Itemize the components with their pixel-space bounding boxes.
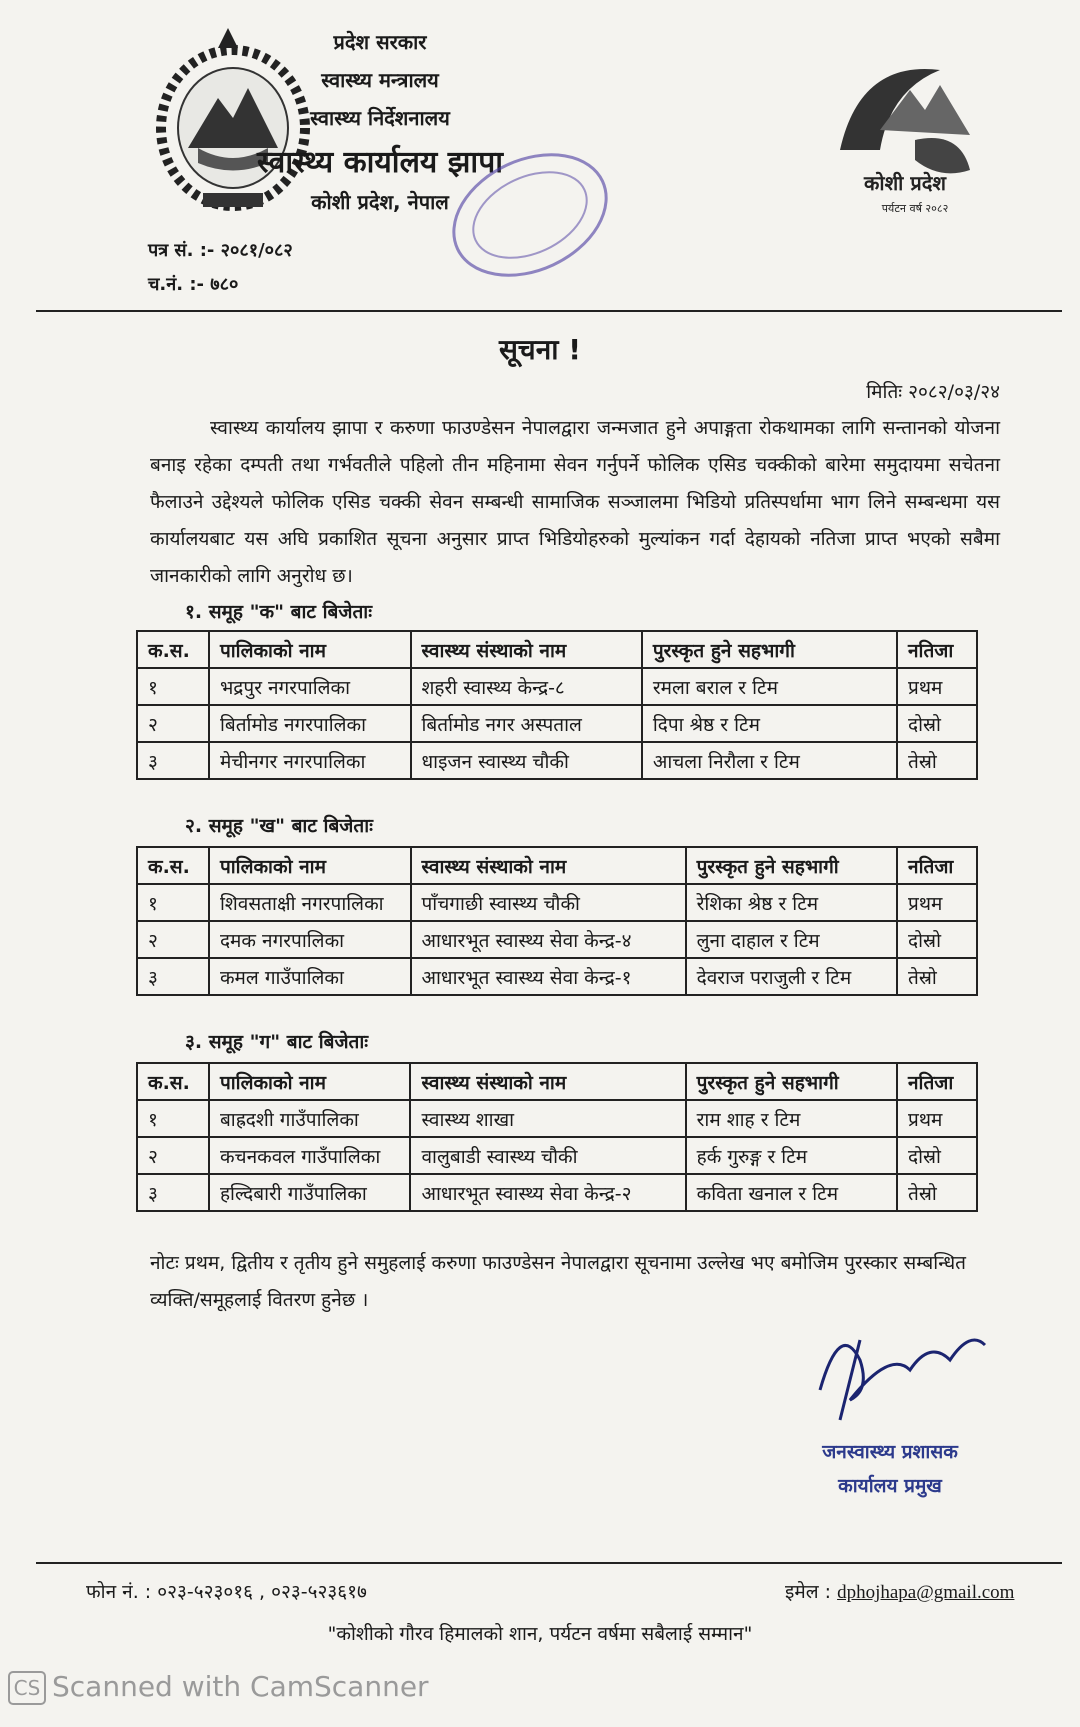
cell-palika: बिर्तामोड नगरपालिका	[209, 705, 411, 742]
group-2-title: २. समूह "ख" बाट बिजेताः	[185, 815, 373, 837]
signatory-title: जनस्वास्थ्य प्रशासक	[822, 1441, 958, 1463]
cell-participant: दिपा श्रेष्ठ र टिम	[642, 705, 897, 742]
header-line-3: स्वास्थ्य निर्देशनालय	[310, 106, 450, 130]
col-palika: पालिकाको नाम	[209, 1063, 411, 1100]
watermark-text: Scanned with CamScanner	[52, 1670, 429, 1703]
dispatch-number: च.नं. :- ७८०	[148, 274, 239, 295]
footer-slogan: "कोशीको गौरव हिमालको शान, पर्यटन वर्षमा सबैलाई सम्मान"	[327, 1623, 753, 1645]
cell-institution: आधारभूत स्वास्थ्य सेवा केन्द्र-१	[411, 958, 686, 995]
cell-result: तेस्रो	[897, 958, 977, 995]
koshi-pradesh-logo-icon	[820, 40, 990, 220]
col-result: नतिजा	[897, 1063, 977, 1100]
cell-result: प्रथम	[897, 1100, 977, 1137]
cell-palika: भद्रपुर नगरपालिका	[209, 668, 411, 705]
cell-palika: दमक नगरपालिका	[209, 921, 411, 958]
cell-institution: धाइजन स्वास्थ्य चौकी	[411, 742, 642, 779]
cell-result: दोस्रो	[897, 705, 977, 742]
header-line-1: प्रदेश सरकार	[333, 30, 427, 54]
col-result: नतिजा	[897, 631, 977, 668]
col-palika: पालिकाको नाम	[209, 847, 411, 884]
camscanner-logo-icon: CS	[8, 1671, 46, 1705]
camscanner-watermark	[8, 1670, 429, 1705]
cell-sn: ३	[137, 1174, 209, 1211]
table-row	[137, 705, 977, 742]
office-stamp-icon	[440, 150, 620, 280]
note-text: नोटः प्रथम, द्वितीय र तृतीय हुने समुहलाई करुणा फाउण्डेसन नेपालद्वारा सूचनामा उल्लेख भए बमोजिम पुरस्कार सम्बन्धित व्यक्ति/समूहलाई वितरण हुनेछ ।	[150, 1252, 966, 1311]
col-sn: क.स.	[137, 847, 209, 884]
col-sn: क.स.	[137, 631, 209, 668]
email-label: इमेल :	[785, 1581, 832, 1603]
table-row	[137, 921, 977, 958]
table-header-row	[137, 631, 977, 668]
col-participant: पुरस्कृत हुने सहभागी	[642, 631, 897, 668]
notice-date: मितिः २०८२/०३/२४	[866, 381, 1000, 403]
col-participant: पुरस्कृत हुने सहभागी	[686, 1063, 897, 1100]
group-1-title: १. समूह "क" बाट बिजेताः	[185, 601, 373, 623]
notice-body-text: स्वास्थ्य कार्यालय झापा र करुणा फाउण्डेसन नेपालद्वारा जन्मजात हुने अपाङ्गता रोकथामका लागि सन्तानको योजना बनाइ रहेका दम्पती तथा गर्भवतीले पहिलो तीन महिनामा सेवन गर्नुपर्ने फोलिक एसिड चक्कीको बारेमा समुदायमा सचेतना फैलाउने उद्देश्यले फोलिक एसिड चक्की सेवन सम्बन्धी सामाजिक सञ्जालमा भिडियो प्रतिस्पर्धामा भाग लिने सम्बन्धमा यस कार्यालयबाट यस अघि प्रकाशित सूचना अनुसार प्राप्त भिडियोहरुको मुल्यांकन गर्दा देहायको नतिजा प्राप्त भएको सबैमा जानकारीको लागि अनुरोध छ।	[150, 417, 1000, 587]
email-link[interactable]: dphojhapa@gmail.com	[837, 1582, 1015, 1603]
col-result: नतिजा	[897, 847, 977, 884]
cell-participant: कविता खनाल र टिम	[686, 1174, 897, 1211]
cell-sn: ३	[137, 742, 209, 779]
cell-institution: पाँचगाछी स्वास्थ्य चौकी	[411, 884, 686, 921]
cell-palika: मेचीनगर नगरपालिका	[209, 742, 411, 779]
cell-sn: २	[137, 921, 209, 958]
cell-participant: रमला बराल र टिम	[642, 668, 897, 705]
cell-result: प्रथम	[897, 668, 977, 705]
col-institution: स्वास्थ्य संस्थाको नाम	[411, 847, 686, 884]
cell-sn: १	[137, 884, 209, 921]
office-address: कोशी प्रदेश, नेपाल	[311, 190, 449, 214]
cell-participant: राम शाह र टिम	[686, 1100, 897, 1137]
cell-participant: आचला निरौला र टिम	[642, 742, 897, 779]
cell-sn: ३	[137, 958, 209, 995]
table-row	[137, 742, 977, 779]
col-palika: पालिकाको नाम	[209, 631, 411, 668]
group-2-table	[136, 846, 978, 996]
footer-email	[785, 1578, 1014, 1604]
group-3-title: ३. समूह "ग" बाट बिजेताः	[185, 1031, 369, 1053]
signatory-position: कार्यालय प्रमुख	[838, 1475, 942, 1497]
cell-palika: कमल गाउँपालिका	[209, 958, 411, 995]
header-line-2: स्वास्थ्य मन्त्रालय	[321, 68, 439, 92]
cell-result: दोस्रो	[897, 1137, 977, 1174]
cell-palika: शिवसताक्षी नगरपालिका	[209, 884, 411, 921]
koshi-logo-text: कोशी प्रदेश	[864, 171, 946, 195]
cell-sn: २	[137, 1137, 209, 1174]
cell-participant: हर्क गुरुङ्ग र टिम	[686, 1137, 897, 1174]
table-row	[137, 668, 977, 705]
cell-institution: शहरी स्वास्थ्य केन्द्र-८	[411, 668, 642, 705]
table-row	[137, 1137, 977, 1174]
table-header-row	[137, 1063, 977, 1100]
cell-institution: आधारभूत स्वास्थ्य सेवा केन्द्र-२	[410, 1174, 685, 1211]
cell-sn: १	[137, 668, 209, 705]
cell-palika: बाह्रदशी गाउँपालिका	[209, 1100, 411, 1137]
footer-divider	[36, 1562, 1062, 1564]
cell-institution: स्वास्थ्य शाखा	[410, 1100, 685, 1137]
notice-title: सूचना !	[498, 333, 582, 366]
cell-result: प्रथम	[897, 884, 977, 921]
signature-icon	[800, 1310, 1000, 1430]
col-institution: स्वास्थ्य संस्थाको नाम	[411, 631, 642, 668]
cell-palika: हल्दिबारी गाउँपालिका	[209, 1174, 411, 1211]
cell-sn: १	[137, 1100, 209, 1137]
cell-participant: लुना दाहाल र टिम	[686, 921, 897, 958]
cell-palika: कचनकवल गाउँपालिका	[209, 1137, 411, 1174]
cell-result: तेस्रो	[897, 742, 977, 779]
cell-institution: वालुबाडी स्वास्थ्य चौकी	[410, 1137, 685, 1174]
koshi-logo-subtext: पर्यटन वर्ष २०८२	[881, 202, 949, 215]
cell-participant: देवराज पराजुली र टिम	[686, 958, 897, 995]
cell-result: दोस्रो	[897, 921, 977, 958]
cell-institution: आधारभूत स्वास्थ्य सेवा केन्द्र-४	[411, 921, 686, 958]
table-row	[137, 884, 977, 921]
table-row	[137, 1100, 977, 1137]
group-3-table	[136, 1062, 978, 1212]
table-header-row	[137, 847, 977, 884]
col-sn: क.स.	[137, 1063, 209, 1100]
office-name: स्वास्थ्य कार्यालय झापा	[256, 145, 504, 180]
group-1-table	[136, 630, 978, 780]
notice-body	[150, 410, 1000, 595]
footer-phone: फोन नं. : ०२३-५२३०१६ , ०२३-५२३६१७	[86, 1581, 367, 1603]
col-institution: स्वास्थ्य संस्थाको नाम	[410, 1063, 685, 1100]
cell-result: तेस्रो	[897, 1174, 977, 1211]
header-divider	[36, 310, 1062, 312]
col-participant: पुरस्कृत हुने सहभागी	[686, 847, 897, 884]
cell-participant: रेशिका श्रेष्ठ र टिम	[686, 884, 897, 921]
letter-number: पत्र सं. :- २०८१/०८२	[148, 240, 293, 261]
table-row	[137, 1174, 977, 1211]
table-row	[137, 958, 977, 995]
cell-institution: बिर्तामोड नगर अस्पताल	[411, 705, 642, 742]
cell-sn: २	[137, 705, 209, 742]
